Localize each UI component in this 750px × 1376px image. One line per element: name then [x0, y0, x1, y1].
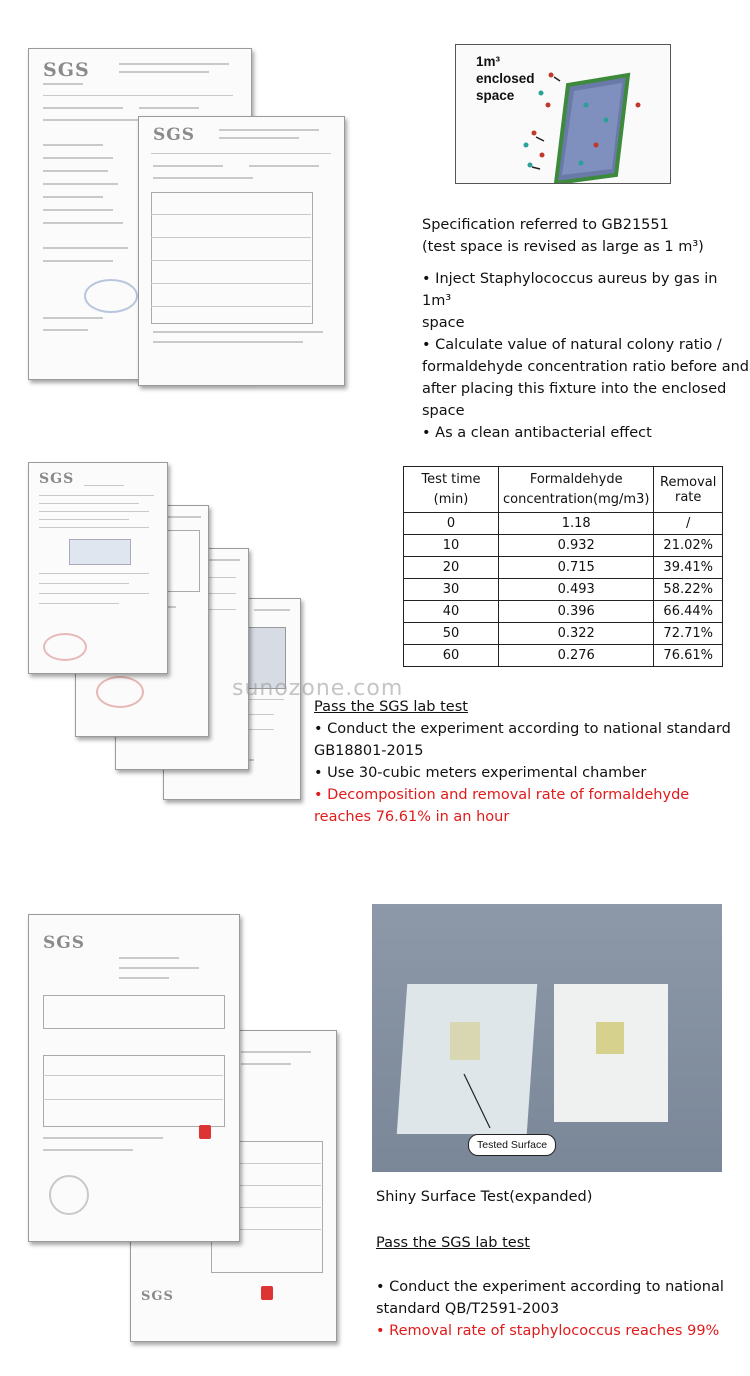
- sgs-seal: [84, 279, 138, 313]
- tested-surface-callout: Tested Surface: [468, 1134, 556, 1156]
- sgs-logo: SGS: [43, 59, 90, 81]
- panel-photo: [69, 539, 131, 565]
- table-row: 60 0.276 76.61%: [404, 645, 723, 667]
- shiny-surface-caption: Shiny Surface Test(expanded): [376, 1189, 593, 1205]
- report-table: [151, 192, 313, 324]
- shiny-surface-bullets: • Conduct the experiment according to national standard QB/T2591-2003 • Removal rate of staphylococcus reaches 99%: [376, 1279, 724, 1339]
- diagram-label: 1m³ enclosed space: [476, 54, 535, 103]
- sgs-report-page-front: [28, 914, 240, 1242]
- formaldehyde-heading: Pass the SGS lab test: [314, 699, 468, 715]
- sgs-logo-small: SGS: [141, 1289, 174, 1304]
- table-row: 10 0.932 21.02%: [404, 535, 723, 557]
- antibacterial-bullets: • Inject Staphylococcus aureus by gas in 1m³ space • Calculate value of natural colony ratio / formaldehyde concentration ratio before and after placing this fixture into the enclosed space • As a clean antibacterial effect: [422, 271, 749, 441]
- table-row: 50 0.322 72.71%: [404, 623, 723, 645]
- formaldehyde-table: [403, 466, 723, 667]
- sgs-logo: SGS: [39, 471, 75, 487]
- table-row: 0 1.18 /: [404, 513, 723, 535]
- table-row: 30 0.493 58.22%: [404, 579, 723, 601]
- enclosed-space-diagram: [455, 44, 671, 184]
- sgs-logo: SGS: [153, 125, 196, 145]
- fixture-illustration: [456, 45, 670, 183]
- tested-surface-photo: [372, 904, 722, 1172]
- table-row: 40 0.396 66.44%: [404, 601, 723, 623]
- table-row: 20 0.715 39.41%: [404, 557, 723, 579]
- watermark: sunozone.com: [232, 676, 404, 701]
- pdf-icon: [261, 1286, 273, 1300]
- header-concentration: Formaldehyde concentration(mg/m3): [499, 467, 654, 513]
- sgs-report-page-1: [28, 462, 168, 674]
- formaldehyde-text: Pass the SGS lab test • Conduct the experiment according to national standard GB18801-2015 • Use 30-cubic meters experimental chamber • Decomposition and removal rate of formaldehyde reaches 76.61% in an hour: [314, 696, 744, 828]
- header-removal-rate: Removal rate: [654, 467, 723, 513]
- sgs-logo: SGS: [43, 933, 86, 953]
- header-test-time: Test time (min): [404, 467, 499, 513]
- specification-text: Specification referred to GB21551 (test space is revised as large as 1 m³): [422, 217, 704, 255]
- shiny-surface-heading: Pass the SGS lab test: [376, 1235, 530, 1251]
- sgs-report-document-front: [138, 116, 345, 386]
- pdf-icon: [199, 1125, 211, 1139]
